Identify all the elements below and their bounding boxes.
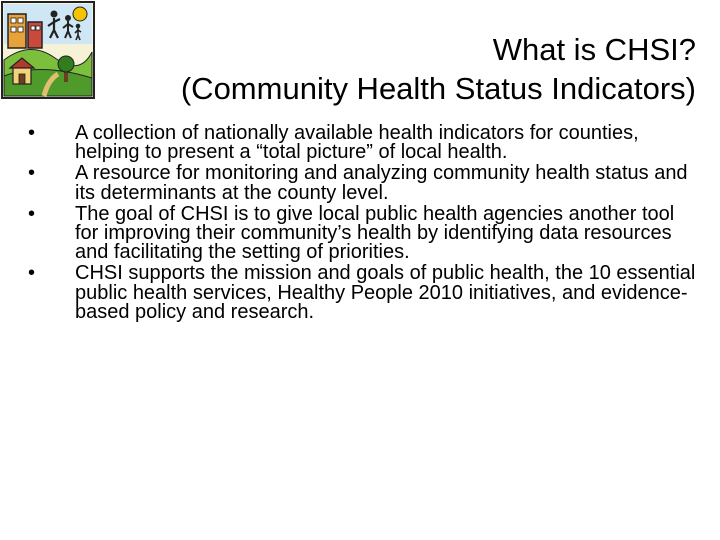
- slide-title-line-2: (Community Health Status Indicators): [180, 71, 696, 106]
- bullet-item: [28, 124, 698, 162]
- bullet-item: [28, 164, 698, 202]
- bullet-text: A collection of nationally available health indicators for counties, helping to present a “total picture” of local health.: [75, 122, 639, 164]
- bullet-marker: •: [28, 262, 36, 285]
- bullet-text: The goal of CHSI is to give local public health agencies another tool for improving their community’s health by identifying data resources and facilitating the setting of priorities.: [75, 202, 675, 264]
- bullet-marker: •: [28, 162, 36, 185]
- slide-title-line-1: What is CHSI?: [492, 32, 696, 67]
- slide-title: [76, 30, 696, 108]
- bullet-text: A resource for monitoring and analyzing community health status and its determinants at the county level.: [75, 162, 688, 204]
- bullet-text: CHSI supports the mission and goals of public health, the 10 essential public health services, Healthy People 2010 initiatives, and evidence-based policy and research.: [75, 262, 696, 323]
- bullet-marker: •: [28, 202, 36, 225]
- bullet-item: [28, 264, 698, 322]
- bullet-marker: •: [28, 122, 36, 144]
- bullet-list: [28, 124, 698, 324]
- bullet-item: [28, 202, 698, 264]
